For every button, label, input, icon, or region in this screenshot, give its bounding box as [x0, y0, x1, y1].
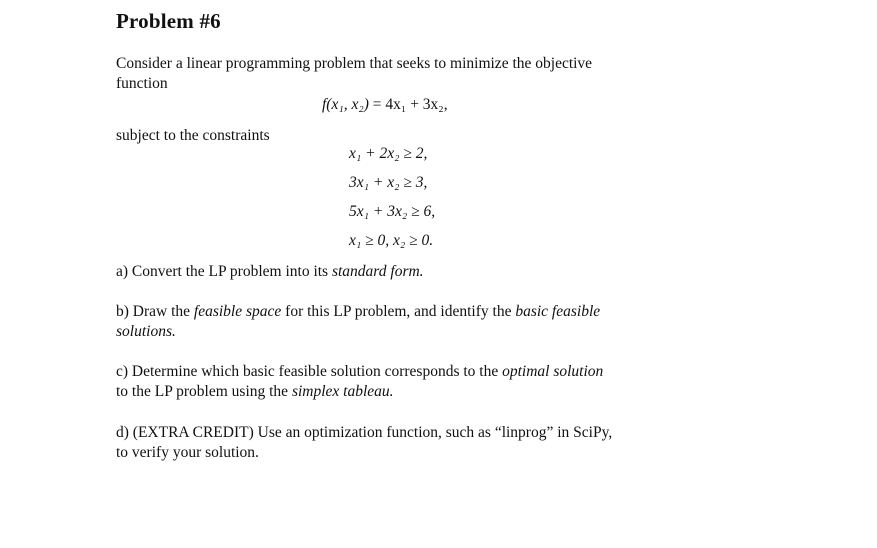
question-b-emphasis-2: basic feasible: [515, 303, 601, 320]
question-d: [116, 423, 706, 463]
constraint-2: 3x₁ + x₂ ≥ 3,: [349, 174, 428, 191]
question-b-prefix: b) Draw the: [116, 303, 194, 320]
question-c-line-1: [116, 362, 706, 382]
question-b-middle: for this LP problem, and identify the: [281, 303, 516, 320]
constraint-3: 5x₁ + 3x₂ ≥ 6,: [349, 203, 436, 220]
question-b-line-2: [116, 322, 706, 342]
question-c-line-2: [116, 382, 706, 402]
question-b-line-1: [116, 302, 706, 322]
subject-to-label: subject to the constraints: [116, 127, 270, 144]
question-d-line-2: to verify your solution.: [116, 444, 259, 461]
question-c-line-2-prefix: to the LP problem using the: [116, 383, 292, 400]
objective-lhs: f(x₁, x₂): [322, 96, 369, 113]
intro-line-1: Consider a linear programming problem that seeks to minimize the objective: [116, 55, 593, 72]
question-b-emphasis-1: feasible space: [193, 303, 282, 320]
question-b: [116, 302, 706, 342]
question-a-line: [116, 262, 706, 282]
question-a: [116, 262, 706, 282]
question-c-emphasis-2: simplex tableau.: [291, 383, 394, 400]
intro-paragraph: [116, 54, 706, 94]
question-a-prefix: a) Convert the LP problem into its: [116, 263, 332, 280]
problem-title: Problem #6: [116, 9, 221, 33]
question-c-prefix: c) Determine which basic feasible solution corresponds to the: [116, 363, 503, 380]
constraint-1: x₁ + 2x₂ ≥ 2,: [349, 145, 428, 162]
subject-to-text: [116, 126, 706, 146]
question-c-emphasis-1: optimal solution: [502, 363, 604, 380]
constraint-nonnegativity: x₁ ≥ 0, x₂ ≥ 0.: [349, 232, 434, 249]
objective-rhs: = 4x₁ + 3x₂,: [368, 96, 448, 113]
intro-line-2: function: [116, 75, 168, 92]
question-a-emphasis: standard form.: [331, 263, 424, 280]
objective-function: [322, 96, 448, 114]
question-c: [116, 362, 706, 402]
question-d-line-1: d) (EXTRA CREDIT) Use an optimization function, such as “linprog” in SciPy,: [116, 424, 613, 441]
question-b-emphasis-3: solutions.: [116, 323, 176, 340]
